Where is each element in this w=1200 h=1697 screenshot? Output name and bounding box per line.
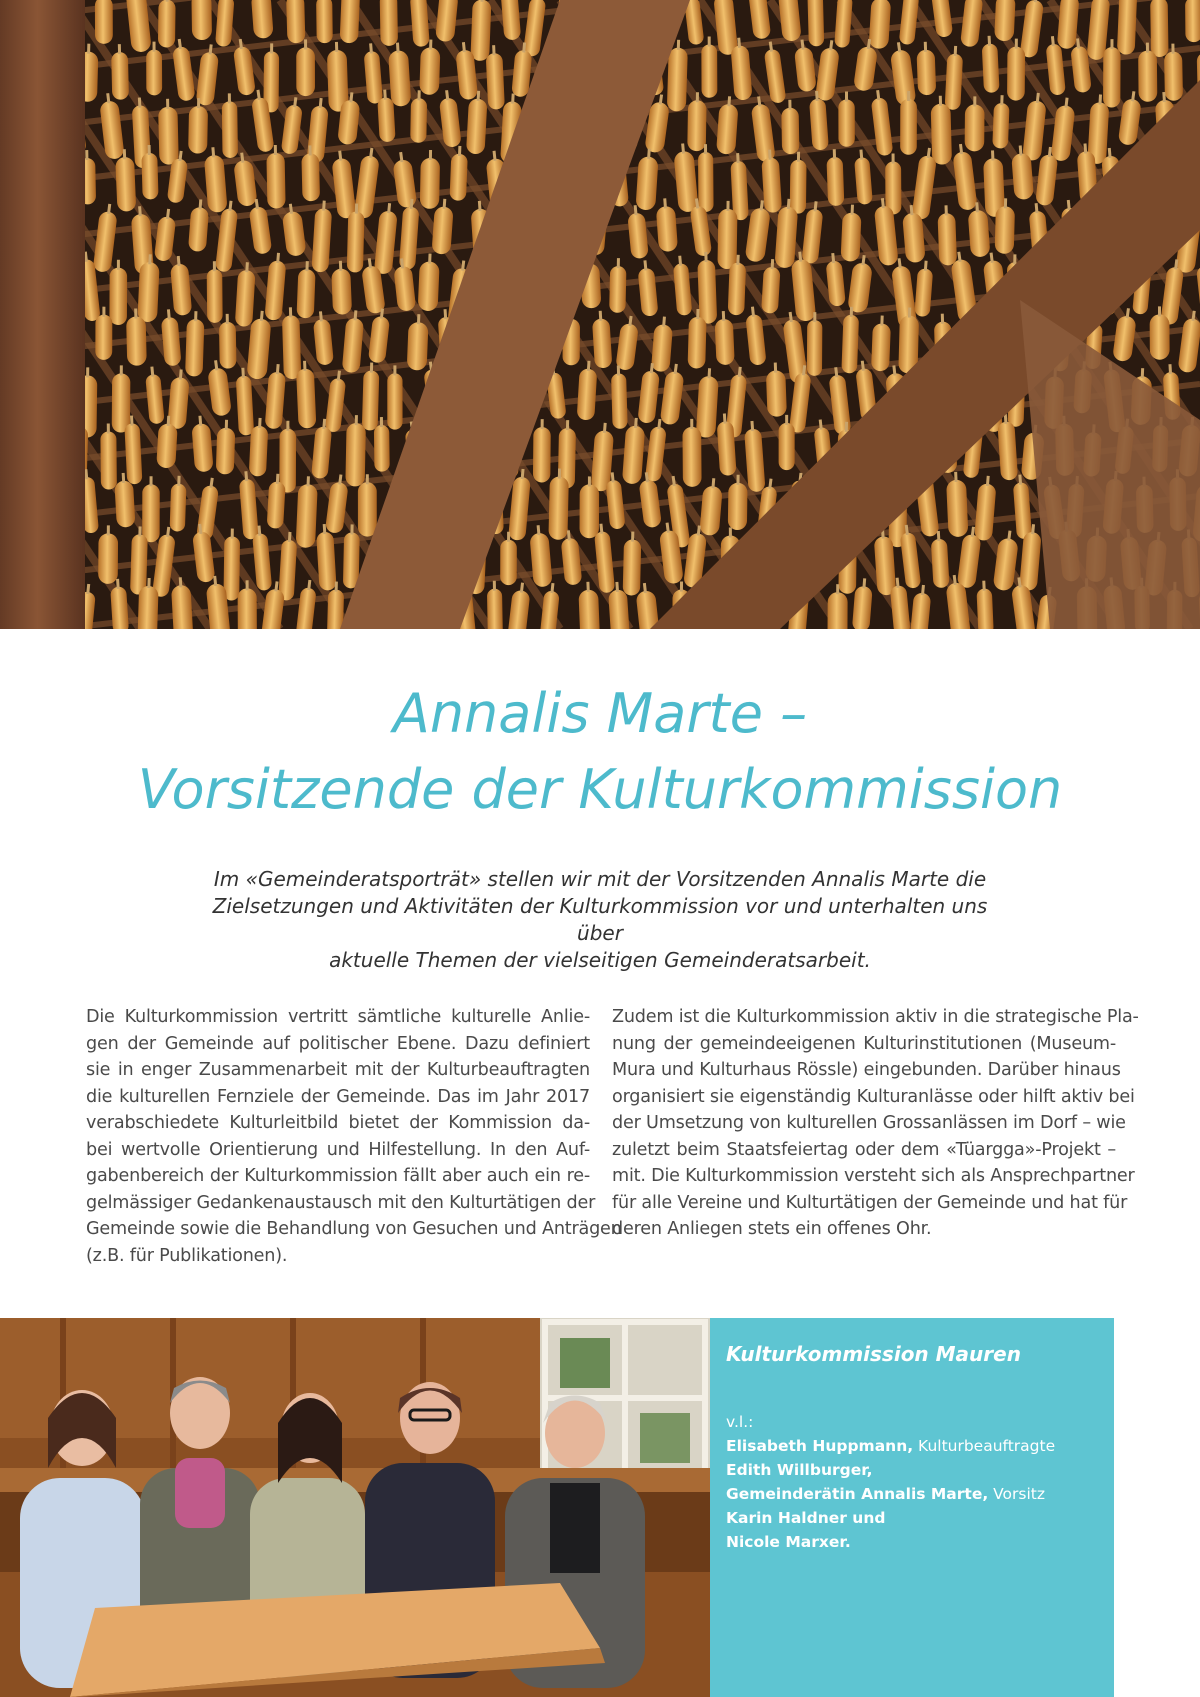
body-line: Mura und Kulturhaus Rössle) eingebunden. Darüber hinaus: [612, 1060, 1121, 1080]
member-name: Elisabeth Huppmann,: [726, 1437, 914, 1455]
corn-cob: [380, 0, 399, 46]
hero-photo: [0, 0, 1200, 629]
corn-cob: [158, 0, 176, 48]
body-line: sie in enger Zusammenarbeit mit der Kulturbeauftragten: [86, 1060, 590, 1080]
corn-cob: [279, 421, 296, 493]
title-line-1: Annalis Marte –: [392, 682, 808, 745]
body-line: die kulturellen Fernziele der Gemeinde. Das im Jahr 2017: [86, 1086, 590, 1107]
title-line-2: Vorsitzende der Kulturkommission: [137, 758, 1063, 821]
intro-line-1: Im «Gemeinderatsporträt» stellen wir mit der Vorsitzenden Annalis Marte die: [213, 867, 987, 891]
intro-line-2: Zielsetzungen und Aktivitäten der Kulturkommission vor und unterhalten uns über: [212, 894, 988, 945]
caption-member: [726, 1458, 1106, 1482]
body-line: gen der Gemeinde auf politischer Ebene. Dazu definiert: [86, 1033, 590, 1054]
caption-body: [726, 1410, 1106, 1554]
body-line: Die Kulturkommission vertritt sämtliche kulturelle Anlie-: [86, 1007, 590, 1027]
corn-cob: [869, 0, 892, 49]
member-name: Edith Willburger,: [726, 1461, 873, 1479]
body-line: gelmässiger Gedankenaustausch mit den Kulturtätigen der: [86, 1192, 596, 1213]
corn-roof-illustration: [0, 0, 1200, 629]
member-role: Kulturbeauftragte: [913, 1437, 1056, 1455]
corn-cob: [470, 0, 491, 61]
corn-cob: [807, 0, 824, 46]
body-line: organisiert sie eigenständig Kulturanlässe oder hilft aktiv bei: [612, 1086, 1135, 1107]
corn-cob: [191, 0, 212, 40]
body-column-left: [86, 1004, 622, 1269]
member-name: Gemeinderätin Annalis Marte,: [726, 1485, 989, 1503]
intro-line-3: aktuelle Themen der vielseitigen Gemeinderatsarbeit.: [329, 948, 871, 972]
corn-cob: [340, 0, 361, 43]
member-name: Nicole Marxer.: [726, 1533, 851, 1551]
caption-member: [726, 1506, 1106, 1530]
intro-paragraph: [190, 866, 1010, 974]
caption-member: [726, 1530, 1106, 1554]
body-line: gabenbereich der Kulturkommission fällt aber auch ein re-: [86, 1166, 590, 1186]
member-role: Vorsitz: [988, 1485, 1046, 1503]
body-line: zuletzt beim Staatsfeiertag oder dem «Tüargga»-Projekt –: [612, 1139, 1116, 1160]
caption-box: [710, 1318, 1114, 1697]
body-column-right: [612, 1004, 1139, 1243]
body-line: deren Anliegen stets ein offenes Ohr.: [612, 1219, 932, 1239]
body-line: Zudem ist die Kulturkommission aktiv in die strategische Pla-: [612, 1007, 1139, 1027]
corn-cob: [95, 0, 113, 44]
beam-left: [0, 0, 85, 629]
body-line: nung der gemeindeeigenen Kulturinstitutionen (Museum-: [612, 1033, 1116, 1054]
body-line: bei wertvolle Orientierung und Hilfestellung. In den Auf-: [86, 1139, 590, 1160]
body-line: Gemeinde sowie die Behandlung von Gesuchen und Anträgen: [86, 1219, 622, 1239]
corn-cob: [286, 0, 306, 43]
body-line: (z.B. für Publikationen).: [86, 1245, 288, 1266]
corn-cob: [1185, 0, 1200, 42]
group-photo-illustration: [0, 1318, 710, 1697]
body-line: für alle Vereine und Kulturtätigen der Gemeinde und hat für: [612, 1192, 1128, 1213]
page-title: [0, 676, 1200, 828]
body-line: verabschiedete Kulturleitbild bietet der Kommission da-: [86, 1113, 590, 1133]
group-photo: [0, 1318, 710, 1697]
corn-cob: [1150, 0, 1169, 57]
body-line: mit. Die Kulturkommission versteht sich als Ansprechpartner: [612, 1166, 1135, 1186]
caption-title: Kulturkommission Mauren: [726, 1342, 1021, 1366]
body-line: der Umsetzung von kulturellen Grossanlässen im Dorf – wie: [612, 1113, 1126, 1133]
corn-cob: [1117, 0, 1138, 55]
caption-prefix: v.l.:: [726, 1413, 754, 1431]
caption-member: [726, 1482, 1106, 1506]
caption-member: [726, 1434, 1106, 1458]
corn-cob: [316, 0, 333, 43]
member-name: Karin Haldner und: [726, 1509, 886, 1527]
corn-cob: [994, 0, 1016, 41]
